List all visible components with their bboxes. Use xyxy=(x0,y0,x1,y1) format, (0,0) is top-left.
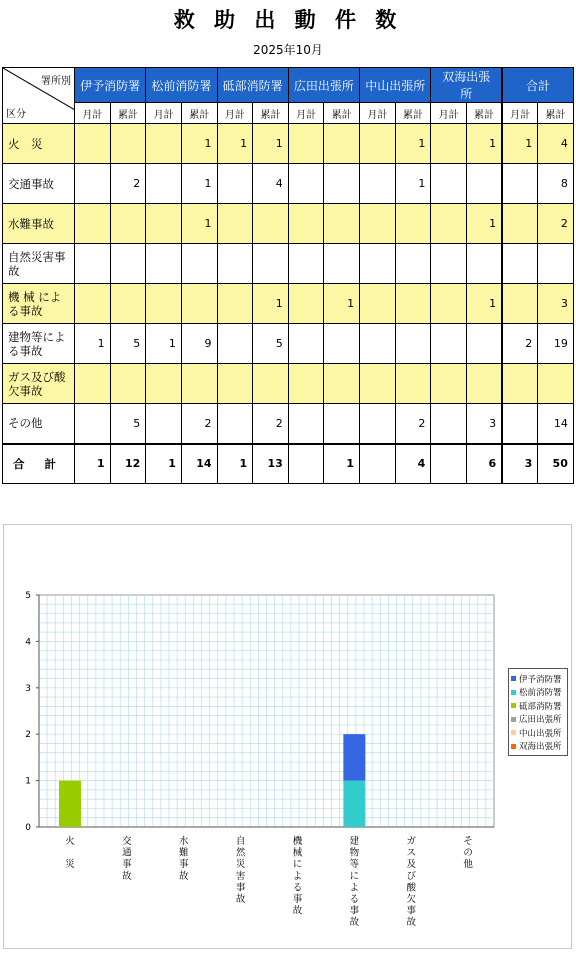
count-cell: 1 xyxy=(253,124,289,164)
count-cell: 1 xyxy=(181,164,217,204)
station-header: 伊予消防署 xyxy=(75,68,146,103)
x-tick-label: ガス及び酸欠事故 xyxy=(406,836,417,929)
count-cell xyxy=(431,404,467,444)
count-cell xyxy=(538,244,574,284)
count-cell xyxy=(75,164,111,204)
bar-segment xyxy=(343,781,365,827)
count-cell xyxy=(324,324,360,364)
legend-swatch xyxy=(511,676,516,681)
page-title: 救 助 出 動 件 数 xyxy=(173,8,403,32)
count-cell xyxy=(288,364,324,404)
x-tick-label: 交通事故 xyxy=(122,836,132,882)
category-label: 建物等による事故 xyxy=(3,324,75,364)
count-cell xyxy=(75,124,111,164)
count-cell xyxy=(75,244,111,284)
count-cell: 14 xyxy=(538,404,574,444)
cumulative-header: 累計 xyxy=(538,103,574,124)
cumulative-header: 累計 xyxy=(324,103,360,124)
count-cell: 5 xyxy=(110,404,146,444)
count-cell: 12 xyxy=(110,444,146,484)
count-cell: 1 xyxy=(181,124,217,164)
legend-label: 広田出張所 xyxy=(519,715,562,726)
x-tick-label: その他 xyxy=(463,836,473,871)
count-cell: 1 xyxy=(466,284,502,324)
count-cell: 4 xyxy=(538,124,574,164)
count-cell xyxy=(253,364,289,404)
legend-swatch xyxy=(511,730,516,735)
count-cell xyxy=(360,284,396,324)
cumulative-header: 累計 xyxy=(181,103,217,124)
count-cell xyxy=(253,204,289,244)
count-cell: 1 xyxy=(324,444,360,484)
count-cell xyxy=(431,244,467,284)
count-cell: 2 xyxy=(181,404,217,444)
count-cell: 4 xyxy=(253,164,289,204)
legend-item xyxy=(511,699,565,713)
x-tick-label: 火 災 xyxy=(65,836,75,871)
count-cell xyxy=(395,204,431,244)
cumulative-header: 累計 xyxy=(395,103,431,124)
count-cell: 3 xyxy=(466,404,502,444)
x-tick-label: 水難事故 xyxy=(178,836,189,882)
legend-swatch xyxy=(511,703,516,708)
monthly-header: 月計 xyxy=(75,103,111,124)
count-cell xyxy=(181,244,217,284)
count-cell xyxy=(146,244,182,284)
count-cell xyxy=(146,404,182,444)
station-header: 松前消防署 xyxy=(146,68,217,103)
corner-station-label: 署所別 xyxy=(41,76,71,87)
count-cell xyxy=(110,124,146,164)
count-cell xyxy=(288,124,324,164)
count-cell: 1 xyxy=(75,444,111,484)
category-label: 合 計 xyxy=(3,444,75,484)
x-tick-label: 機械による事故 xyxy=(292,836,303,917)
count-cell xyxy=(502,204,538,244)
table-row xyxy=(3,204,574,244)
table-row xyxy=(3,324,574,364)
count-cell: 1 xyxy=(181,204,217,244)
count-cell xyxy=(360,124,396,164)
count-cell xyxy=(146,364,182,404)
chart-legend xyxy=(508,668,568,756)
legend-label: 伊予消防署 xyxy=(519,674,562,685)
count-cell xyxy=(110,284,146,324)
category-label: ガス及び酸欠事故 xyxy=(3,364,75,404)
count-cell xyxy=(146,204,182,244)
count-cell xyxy=(466,244,502,284)
legend-label: 中山出張所 xyxy=(519,728,562,739)
count-cell xyxy=(217,244,253,284)
count-cell xyxy=(502,164,538,204)
legend-label: 双海出張所 xyxy=(519,742,562,753)
table-row xyxy=(3,164,574,204)
count-cell xyxy=(360,204,396,244)
count-cell xyxy=(75,364,111,404)
count-cell xyxy=(110,204,146,244)
bar-segment xyxy=(343,734,365,780)
total-row xyxy=(3,444,574,484)
count-cell: 1 xyxy=(146,324,182,364)
count-cell: 5 xyxy=(253,324,289,364)
category-label: 機 械 による事故 xyxy=(3,284,75,324)
rescue-stats-table xyxy=(2,67,574,484)
count-cell: 1 xyxy=(253,284,289,324)
count-cell: 9 xyxy=(181,324,217,364)
count-cell xyxy=(431,204,467,244)
legend-item xyxy=(511,672,565,686)
corner-category-label: 区分 xyxy=(6,109,26,120)
count-cell xyxy=(288,164,324,204)
station-header: 双海出張所 xyxy=(431,68,502,103)
count-cell xyxy=(146,164,182,204)
count-cell: 1 xyxy=(466,124,502,164)
count-cell xyxy=(502,364,538,404)
station-header: 合計 xyxy=(502,68,573,103)
table-row xyxy=(3,244,574,284)
count-cell: 2 xyxy=(395,404,431,444)
y-tick-label: 5 xyxy=(25,591,31,601)
count-cell xyxy=(324,404,360,444)
count-cell: 19 xyxy=(538,324,574,364)
count-cell xyxy=(324,364,360,404)
cumulative-header: 累計 xyxy=(110,103,146,124)
count-cell xyxy=(360,324,396,364)
count-cell xyxy=(431,444,467,484)
table-row xyxy=(3,124,574,164)
count-cell xyxy=(217,204,253,244)
legend-label: 砥部消防署 xyxy=(519,701,562,712)
count-cell: 1 xyxy=(324,284,360,324)
count-cell xyxy=(217,404,253,444)
count-cell: 50 xyxy=(538,444,574,484)
count-cell xyxy=(75,204,111,244)
count-cell: 1 xyxy=(466,204,502,244)
count-cell xyxy=(288,404,324,444)
y-tick-label: 1 xyxy=(25,776,31,787)
count-cell: 1 xyxy=(395,164,431,204)
count-cell xyxy=(360,404,396,444)
y-tick-label: 2 xyxy=(25,730,31,741)
count-cell xyxy=(253,244,289,284)
count-cell: 4 xyxy=(395,444,431,484)
count-cell xyxy=(288,324,324,364)
count-cell xyxy=(217,164,253,204)
count-cell xyxy=(288,444,324,484)
count-cell: 1 xyxy=(217,444,253,484)
x-tick-label: 建物等による事故 xyxy=(349,836,360,929)
legend-item xyxy=(511,713,565,727)
count-cell xyxy=(110,364,146,404)
monthly-header: 月計 xyxy=(360,103,396,124)
count-cell xyxy=(288,284,324,324)
y-tick-label: 0 xyxy=(25,823,31,833)
legend-label: 松前消防署 xyxy=(519,688,562,699)
count-cell: 2 xyxy=(110,164,146,204)
count-cell xyxy=(431,124,467,164)
cumulative-header: 累計 xyxy=(466,103,502,124)
count-cell xyxy=(360,444,396,484)
count-cell xyxy=(466,364,502,404)
monthly-header: 月計 xyxy=(146,103,182,124)
y-tick-label: 4 xyxy=(25,637,31,648)
count-cell xyxy=(75,284,111,324)
count-cell xyxy=(502,404,538,444)
y-tick-label: 3 xyxy=(25,683,31,694)
category-label: 火 災 xyxy=(3,124,75,164)
count-cell xyxy=(181,284,217,324)
count-cell xyxy=(431,364,467,404)
count-cell xyxy=(324,244,360,284)
count-cell xyxy=(324,124,360,164)
station-header: 広田出張所 xyxy=(288,68,359,103)
count-cell xyxy=(395,284,431,324)
count-cell: 3 xyxy=(502,444,538,484)
legend-swatch xyxy=(511,717,516,722)
table-row xyxy=(3,364,574,404)
report-period: 2025年10月 xyxy=(253,43,323,57)
legend-item xyxy=(511,740,565,754)
count-cell xyxy=(431,284,467,324)
count-cell: 6 xyxy=(466,444,502,484)
count-cell xyxy=(288,244,324,284)
count-cell: 8 xyxy=(538,164,574,204)
category-label: 自然災害事 故 xyxy=(3,244,75,284)
header-row-periods xyxy=(3,103,574,124)
monthly-header: 月計 xyxy=(288,103,324,124)
count-cell xyxy=(146,124,182,164)
count-cell xyxy=(431,164,467,204)
table-row xyxy=(3,284,574,324)
monthly-header: 月計 xyxy=(431,103,467,124)
count-cell xyxy=(360,164,396,204)
x-tick-label: 自然災害事故 xyxy=(235,836,246,905)
count-cell: 5 xyxy=(110,324,146,364)
count-cell: 13 xyxy=(253,444,289,484)
count-cell: 1 xyxy=(146,444,182,484)
count-cell: 1 xyxy=(75,324,111,364)
count-cell xyxy=(538,364,574,404)
count-cell: 1 xyxy=(217,124,253,164)
count-cell: 2 xyxy=(253,404,289,444)
count-cell xyxy=(217,364,253,404)
monthly-header: 月計 xyxy=(502,103,538,124)
category-label: 水難事故 xyxy=(3,204,75,244)
count-cell xyxy=(502,244,538,284)
count-cell xyxy=(502,284,538,324)
count-cell xyxy=(324,164,360,204)
count-cell: 1 xyxy=(502,124,538,164)
count-cell xyxy=(288,204,324,244)
count-cell xyxy=(110,244,146,284)
monthly-header: 月計 xyxy=(217,103,253,124)
header-row-stations xyxy=(3,68,574,103)
category-label: その他 xyxy=(3,404,75,444)
count-cell xyxy=(181,364,217,404)
chart-panel xyxy=(3,524,572,949)
legend-swatch xyxy=(511,744,516,749)
count-cell xyxy=(395,364,431,404)
count-cell xyxy=(75,404,111,444)
station-header: 砥部消防署 xyxy=(217,68,288,103)
station-header: 中山出張所 xyxy=(360,68,431,103)
count-cell: 2 xyxy=(538,204,574,244)
count-cell xyxy=(217,284,253,324)
table-corner xyxy=(3,68,75,124)
count-cell xyxy=(146,284,182,324)
count-cell xyxy=(360,364,396,404)
count-cell xyxy=(466,164,502,204)
table-row xyxy=(3,404,574,444)
count-cell xyxy=(431,324,467,364)
count-cell xyxy=(395,244,431,284)
count-cell: 2 xyxy=(502,324,538,364)
count-cell xyxy=(360,244,396,284)
count-cell: 1 xyxy=(395,124,431,164)
legend-swatch xyxy=(511,690,516,695)
count-cell: 3 xyxy=(538,284,574,324)
count-cell: 14 xyxy=(181,444,217,484)
count-cell xyxy=(395,324,431,364)
count-cell xyxy=(217,324,253,364)
cumulative-header: 累計 xyxy=(253,103,289,124)
bar-segment xyxy=(59,781,81,827)
legend-item xyxy=(511,686,565,700)
count-cell xyxy=(466,324,502,364)
legend-item xyxy=(511,726,565,740)
count-cell xyxy=(324,204,360,244)
stacked-bar-chart xyxy=(4,525,571,948)
category-label: 交通事故 xyxy=(3,164,75,204)
